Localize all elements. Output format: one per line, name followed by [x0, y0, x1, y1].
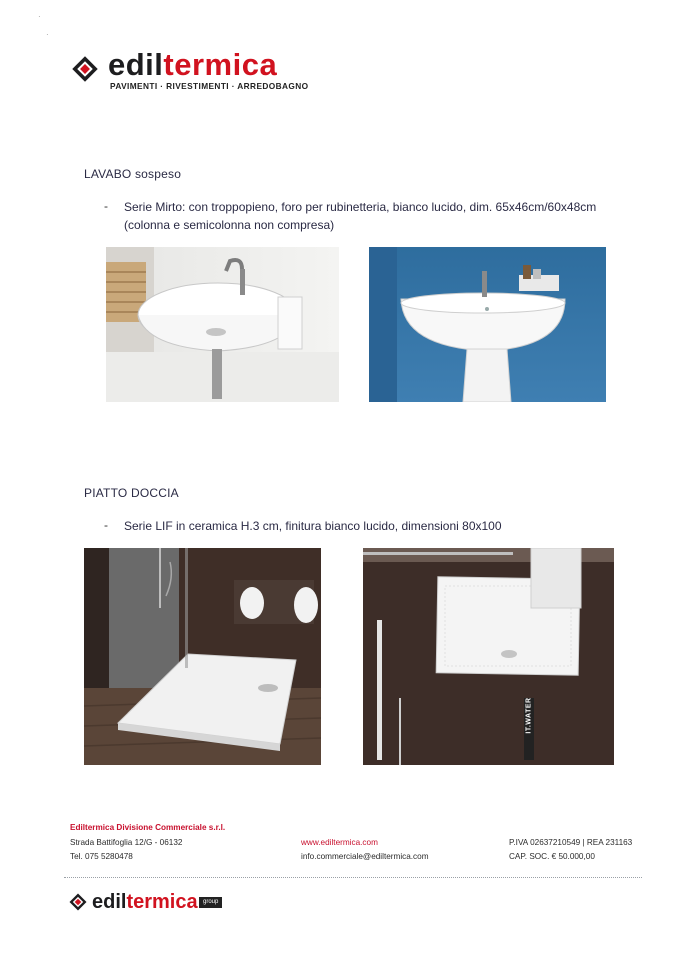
- diamond-logo-icon: [68, 892, 88, 912]
- bullet-dash: -: [104, 199, 108, 213]
- footer-website-link[interactable]: www.ediltermica.com: [301, 838, 378, 847]
- diamond-logo-icon: [70, 54, 100, 84]
- footer-divider: [64, 877, 642, 878]
- pedestal-washbasin-photo: [369, 247, 606, 402]
- bullet-dash: -: [104, 518, 108, 532]
- brand-wordmark: ediltermica: [108, 47, 278, 82]
- footer-capital: CAP. SOC. € 50.000,00: [509, 852, 595, 861]
- group-badge: group: [199, 897, 222, 908]
- section-title-lavabo: LAVABO sospeso: [84, 167, 182, 181]
- wall-hung-washbasin-photo: [106, 247, 339, 402]
- shower-tray-top-view-photo: [363, 548, 614, 765]
- footer-company: Ediltermica Divisione Commerciale s.r.l.: [70, 823, 226, 832]
- shower-tray-floor-photo: [84, 548, 321, 765]
- scan-speck: ·: [38, 12, 41, 21]
- bullet-text-piatto-doccia: Serie LIF in ceramica H.3 cm, finitura bianco lucido, dimensioni 80x100: [124, 519, 502, 533]
- header-logo: [70, 46, 310, 96]
- brand-tagline: PAVIMENTI · RIVESTIMENTI · ARREDOBAGNO: [110, 81, 309, 91]
- footer-vat: P.IVA 02637210549 | REA 231163: [509, 838, 633, 847]
- footer-brand-wordmark: ediltermica: [92, 891, 198, 913]
- footer-phone: Tel. 075 5280478: [70, 852, 133, 861]
- footer-logo: [68, 889, 238, 915]
- scan-speck: ·: [46, 30, 49, 39]
- bullet-text-lavabo: Serie Mirto: con troppopieno, foro per rubinetteria, bianco lucido, dim. 65x46cm/60x48cm (colonna e semicolonna non compresa): [124, 200, 597, 232]
- footer-email-link[interactable]: info.commerciale@ediltermica.com: [301, 852, 429, 861]
- footer-address: Strada Battifoglia 12/G - 06132: [70, 838, 183, 847]
- photo-caption: IT.WATER: [525, 697, 533, 734]
- section-title-piatto-doccia: PIATTO DOCCIA: [84, 486, 179, 500]
